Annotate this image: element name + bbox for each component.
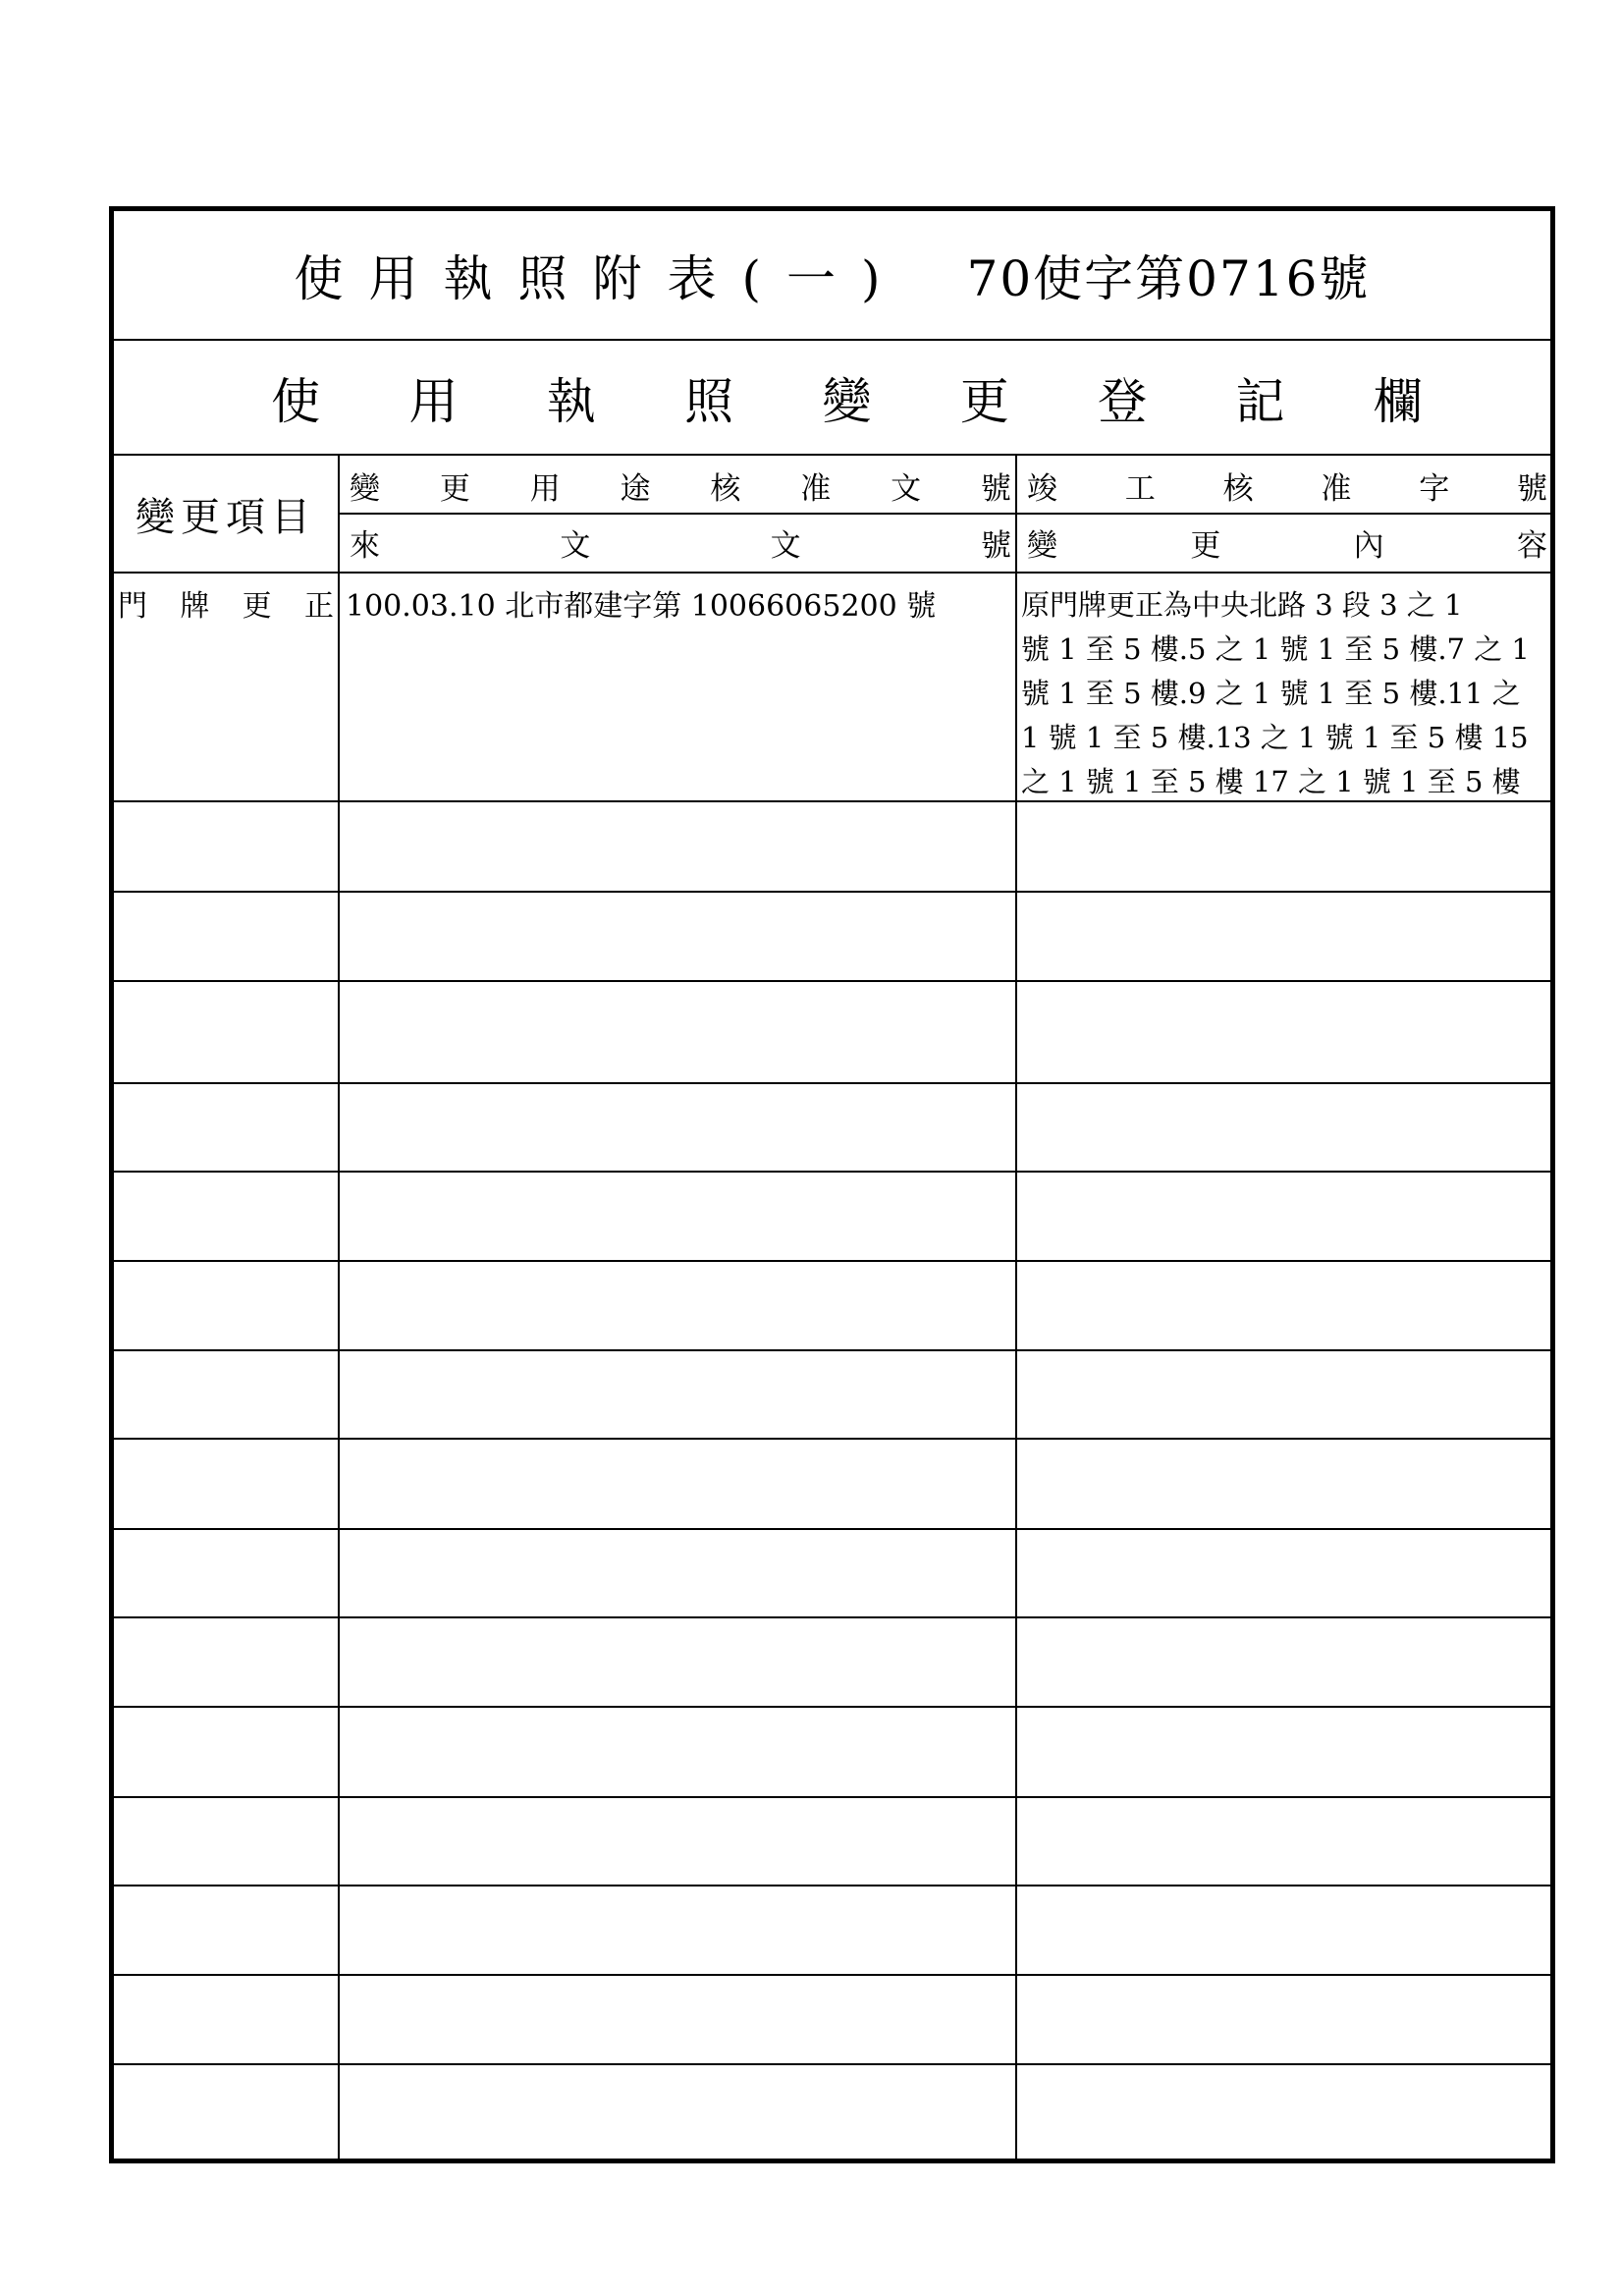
subtitle-char: 記: [1235, 373, 1285, 430]
subtitle-char: 使: [271, 373, 321, 430]
row-divider: [109, 1260, 1555, 1262]
row-change-content: [1021, 583, 1551, 804]
header-completion: [1023, 458, 1551, 513]
row-divider: [109, 1616, 1555, 1618]
row-doc-number: 100.03.10 北市都建字第 10066065200 號: [346, 589, 937, 624]
row-divider: [109, 980, 1555, 982]
divider: [109, 339, 1555, 341]
header-char: 文: [770, 527, 801, 564]
header-char: 來: [350, 527, 380, 564]
subtitle-char: 變: [822, 373, 872, 430]
header-char: 竣: [1027, 470, 1057, 507]
form-subtitle: [109, 342, 1555, 454]
header-char: 更: [439, 470, 470, 507]
content-line: 號 1 至 5 樓.9 之 1 號 1 至 5 樓.11 之: [1021, 677, 1521, 710]
header-char: 途: [620, 470, 651, 507]
header-incoming-doc: [346, 515, 1015, 570]
subtitle-char: 執: [546, 373, 596, 430]
item-char: 門: [118, 589, 147, 624]
row-divider: [109, 1082, 1555, 1084]
subtitle-char: 欄: [1373, 373, 1423, 430]
row-divider: [109, 891, 1555, 893]
header-char: 號: [1516, 470, 1547, 507]
column-divider: [338, 454, 340, 2160]
row-divider: [109, 1171, 1555, 1173]
item-char: 牌: [180, 589, 210, 624]
header-char: 准: [1321, 470, 1352, 507]
row-divider: [109, 1528, 1555, 1530]
header-char: 號: [980, 527, 1011, 564]
row-divider: [109, 2063, 1555, 2065]
header-char: 核: [710, 470, 741, 507]
row-divider: [109, 1885, 1555, 1886]
form-title: [109, 211, 1555, 339]
row-divider: [109, 1349, 1555, 1351]
subtitle-char: 照: [684, 373, 734, 430]
content-line: 號 1 至 5 樓.5 之 1 號 1 至 5 樓.7 之 1: [1021, 632, 1530, 666]
header-char: 用: [529, 470, 561, 507]
license-number: 70使字第0716號: [966, 250, 1371, 307]
header-char: 字: [1419, 470, 1450, 507]
header-char: 核: [1222, 470, 1254, 507]
subtitle-char: 登: [1098, 373, 1148, 430]
row-divider: [109, 1706, 1555, 1708]
header-char: 文: [891, 470, 922, 507]
content-line: 之 1 號 1 至 5 樓 17 之 1 號 1 至 5 樓: [1021, 765, 1521, 798]
divider: [109, 572, 1555, 574]
divider: [340, 513, 1555, 515]
header-char: 變: [350, 470, 380, 507]
item-char: 正: [303, 589, 334, 624]
header-change-content: [1023, 515, 1551, 570]
header-char: 工: [1124, 470, 1156, 507]
row-divider: [109, 1796, 1555, 1798]
row-divider: [109, 1438, 1555, 1440]
row-divider: [109, 800, 1555, 802]
content-line: 原門牌更正為中央北路 3 段 3 之 1: [1021, 588, 1463, 622]
subtitle-char: 更: [959, 373, 1009, 430]
form-title-main: 使用執照附表(一): [294, 250, 906, 307]
header-item: 變更項目: [135, 494, 316, 540]
header-char: 變: [1027, 527, 1057, 564]
row-divider: [109, 1974, 1555, 1976]
row-item: [118, 581, 334, 625]
header-approval-doc: [346, 458, 1015, 513]
header-char: 准: [800, 470, 832, 507]
header-char: 號: [980, 470, 1011, 507]
header-char: 更: [1190, 527, 1221, 564]
column-divider: [1015, 454, 1017, 2160]
content-line: 1 號 1 至 5 樓.13 之 1 號 1 至 5 樓 15: [1021, 721, 1529, 754]
header-char: 容: [1516, 527, 1547, 564]
item-char: 更: [242, 589, 272, 624]
header-char: 文: [560, 527, 591, 564]
header-char: 內: [1353, 527, 1384, 564]
subtitle-char: 用: [408, 373, 459, 430]
